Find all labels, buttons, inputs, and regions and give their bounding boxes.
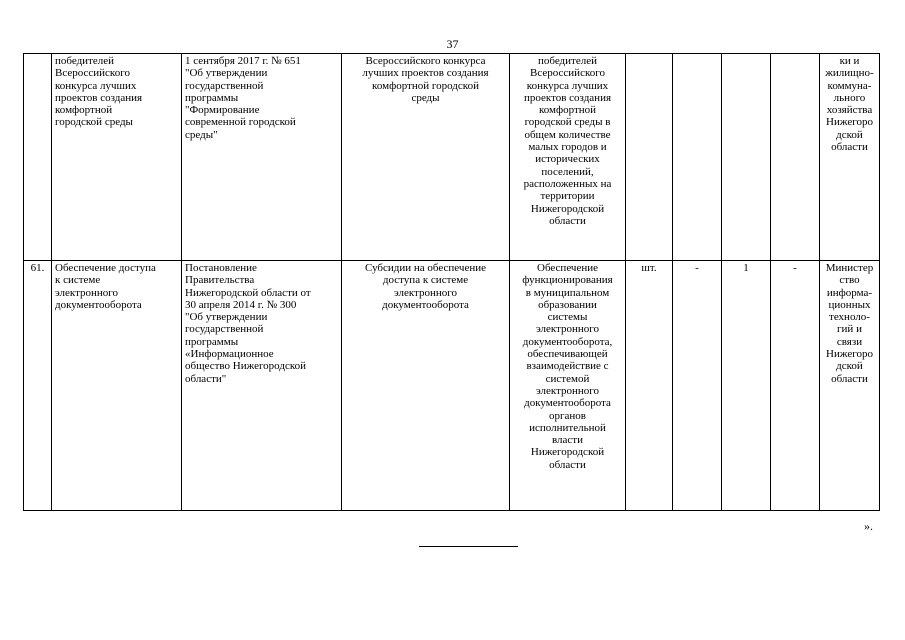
value-cell: -: [771, 261, 820, 511]
ministry-cell: Министер ство информа- ционных техноло- гий и связи Нижегоро дской области: [820, 261, 880, 511]
value-cell: [673, 54, 722, 261]
measures-table: [23, 53, 880, 511]
row-number-cell: [24, 54, 52, 261]
measure-name-cell: Обеспечение доступа к системе электронного документооборота: [52, 261, 182, 511]
value-cell: -: [673, 261, 722, 511]
result-cell: победителей Всероссийского конкурса лучших проектов создания комфортной городской среды в общем количестве малых городов и исторических поселений, расположенных на территории Нижегородской области: [510, 54, 626, 261]
legal-basis-cell: Постановление Правительства Нижегородской области от 30 апреля 2014 г. № 300 "Об утверждении государственной программы «Информационное общество Нижегородской области": [182, 261, 342, 511]
unit-cell: шт.: [626, 261, 673, 511]
table-row: [24, 54, 880, 261]
result-cell: Обеспечение функционирования в муниципальном образовании системы электронного документооборота, обеспечивающей взаимодействие с системой электронного документооборота органов исполнительной власти Нижегородской области: [510, 261, 626, 511]
legal-basis-cell: 1 сентября 2017 г. № 651 "Об утверждении государственной программы "Формирование современной городской среды": [182, 54, 342, 261]
ministry-cell: ки и жилищно- коммуна- льного хозяйства Нижегоро дской области: [820, 54, 880, 261]
value-cell: 1: [722, 261, 771, 511]
subsidy-cell: Всероссийского конкурса лучших проектов создания комфортной городской среды: [342, 54, 510, 261]
closing-quote-mark: ».: [864, 519, 873, 533]
table-row: [24, 261, 880, 511]
subsidy-cell: Субсидии на обеспечение доступа к системе электронного документооборота: [342, 261, 510, 511]
page-number: 37: [446, 37, 459, 51]
measure-name-cell: победителей Всероссийского конкурса лучших проектов создания комфортной городской среды: [52, 54, 182, 261]
footer-separator-line: [419, 546, 518, 547]
value-cell: [722, 54, 771, 261]
row-number-cell: 61.: [24, 261, 52, 511]
unit-cell: [626, 54, 673, 261]
value-cell: [771, 54, 820, 261]
